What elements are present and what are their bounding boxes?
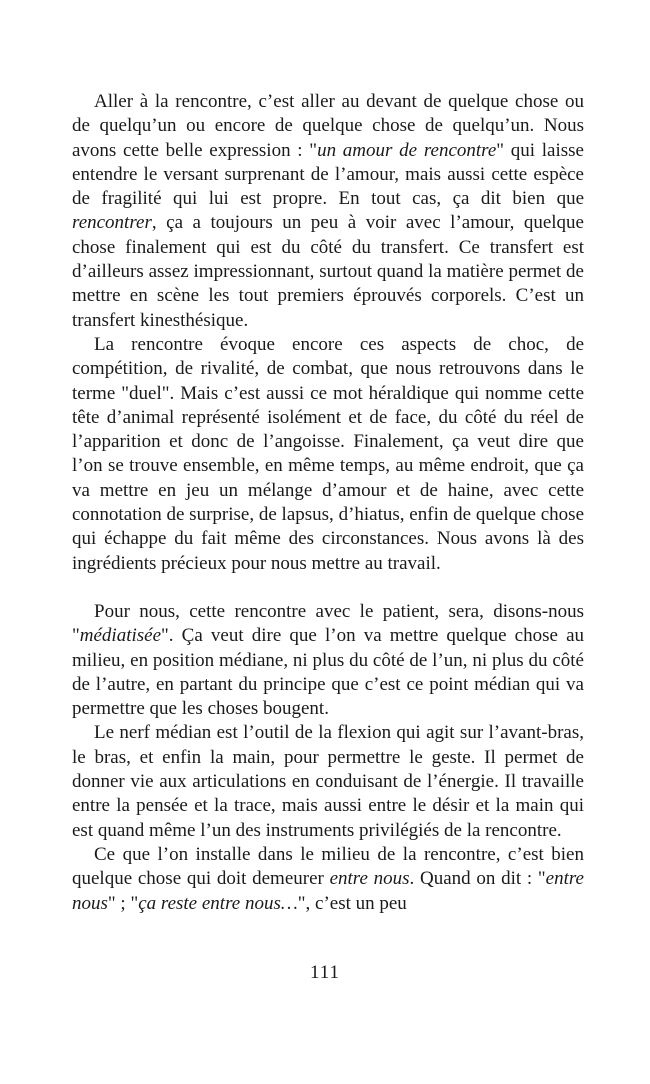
paragraph-2 xyxy=(72,333,584,576)
page-body xyxy=(72,90,584,916)
italic-segment: un amour de rencontre xyxy=(317,139,497,161)
italic-segment: entre nous xyxy=(329,868,410,890)
italic-segment: ça reste entre nous… xyxy=(138,892,298,914)
text-segment: . Quand on dit : " xyxy=(409,868,546,890)
text-segment: , ça a toujours un peu à voir avec l’amour, quelque chose finalement qui est du côté du transfert. Ce transfert est d’ailleurs assez impressionnant, surtout quand la matière permet de mettre en scène les tout premiers éprouvés corporels. C’est un transfert kinesthésique. xyxy=(72,212,584,331)
italic-segment: entre nous xyxy=(72,868,584,914)
page-number: 111 xyxy=(309,962,341,983)
text-segment: Aller à la rencontre, c’est aller au devant de quelque chose ou de quelqu’un ou encore de quelque chose de quelqu’un. Nous avons cette belle expression : " xyxy=(72,91,584,161)
paragraph-3 xyxy=(72,600,584,721)
text-segment: ". Ça veut dire que l’on va mettre quelque chose au milieu, en position médiane, ni plus du côté de l’un, ni plus du côté de l’autre, en partant du principe que c’est ce point médian qui va permettre que les choses bougent. xyxy=(72,625,584,720)
paragraph-gap xyxy=(72,576,584,600)
text-segment: ", c’est un peu xyxy=(297,892,407,914)
text-segment: " ; " xyxy=(107,892,139,914)
paragraph-4 xyxy=(72,721,584,842)
italic-segment: médiatisée xyxy=(79,625,162,647)
text-segment: " qui laisse entendre le versant surprenant de l’amour, mais aussi cette espèce de fragilité qui lui est propre. En tout cas, ça dit bien que xyxy=(72,139,584,210)
text-segment: La rencontre évoque encore ces aspects de choc, de compétition, de rivalité, de combat, que nous retrouvons dans le terme "duel". Mais c’est aussi ce mot héraldique qui nomme cette tête d’animal représenté isolément et de face, du côté du réel de l’apparition et donc de l’angoisse. Finalement, ça veut dire que l’on se trouve ensemble, en même temps, au même endroit, que ça va mettre en jeu un mélange d’amour et de haine, avec cette connotation de surprise, de lapsus, d’hiatus, enfin de quelque chose qui échappe du fait même des circonstances. Nous avons là des ingrédients précieux pour nous mettre au travail. xyxy=(72,333,584,574)
italic-segment: rencontrer xyxy=(72,212,152,234)
text-segment: Ce que l’on installe dans le milieu de la rencontre, c’est bien quelque chose qui doit demeurer xyxy=(72,843,584,890)
paragraph-5 xyxy=(72,843,584,916)
text-segment: Le nerf médian est l’outil de la flexion qui agit sur l’avant-bras, le bras, et enfin la main, pour permettre le geste. Il permet de donner vie aux articulations en conduisant de l’énergie. Il travaille entre la pensée et la trace, mais aussi entre le désir et la main qui est quand même l’un des instruments privilégiés de la rencontre. xyxy=(72,722,584,841)
text-segment: Pour nous, cette rencontre avec le patient, sera, disons-nous " xyxy=(72,600,584,647)
paragraph-1 xyxy=(72,90,584,333)
